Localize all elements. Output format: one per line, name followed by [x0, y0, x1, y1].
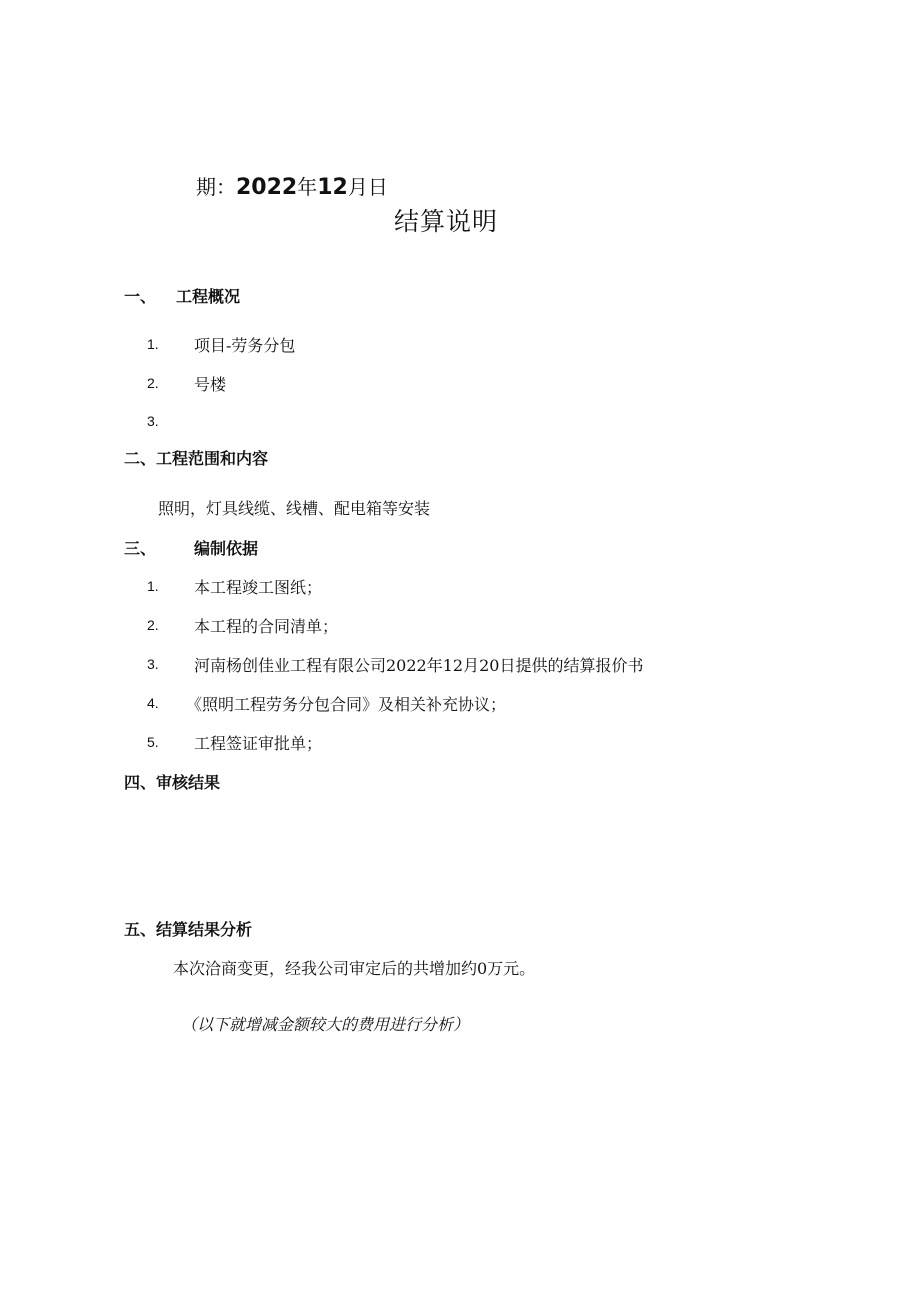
s3-item-3-num: 3.: [147, 656, 159, 672]
s1-item-3-num: 3.: [147, 413, 159, 429]
section-5-body: 本次洽商变更，经我公司审定后的共增加约0万元。: [173, 959, 536, 978]
date-year: 2022: [236, 175, 298, 200]
s3-item-4-num: 4.: [147, 695, 159, 711]
section-2-heading: 二、工程范围和内容: [124, 449, 269, 468]
s3-item-5-text: 工程签证审批单；: [194, 734, 323, 753]
section-3-heading: 编制依据: [194, 539, 259, 558]
date-month-unit: 月: [347, 175, 368, 199]
section-5-note: （以下就增减金额较大的费用进行分析）: [181, 1015, 470, 1034]
s3-item-1-text: 本工程竣工图纸；: [194, 578, 323, 597]
s3-item-1-num: 1.: [147, 578, 159, 594]
date-month: 12: [317, 175, 348, 200]
s1-item-1-num: 1.: [147, 336, 159, 352]
s3-item-5-num: 5.: [147, 734, 159, 750]
s3-item-2-text: 本工程的合同清单；: [194, 617, 339, 636]
date-year-unit: 年: [297, 175, 318, 199]
section-1-heading: 工程概况: [176, 287, 241, 306]
date-line: [196, 171, 388, 200]
s3-item-4-text: 《照明工程劳务分包合同》及相关补充协议；: [186, 695, 507, 714]
s3-item-3-text: 河南杨创佳业工程有限公司2022年12月20日提供的结算报价书: [194, 656, 644, 675]
s1-item-1-text: 项目-劳务分包: [194, 336, 296, 355]
date-day-unit: 日: [367, 175, 388, 199]
section-4-heading: 四、审核结果: [124, 773, 221, 792]
s1-item-2-text: 号楼: [194, 375, 227, 394]
s1-item-2-num: 2.: [147, 375, 159, 391]
date-prefix: 期：: [196, 175, 236, 199]
document-title: 结算说明: [394, 207, 499, 236]
section-1-marker: 一、: [124, 287, 157, 306]
s3-item-2-num: 2.: [147, 617, 159, 633]
section-3-marker: 三、: [124, 539, 157, 558]
section-5-heading: 五、结算结果分析: [124, 920, 253, 939]
section-2-body: 照明，灯具线缆、线槽、配电箱等安装: [158, 499, 431, 518]
